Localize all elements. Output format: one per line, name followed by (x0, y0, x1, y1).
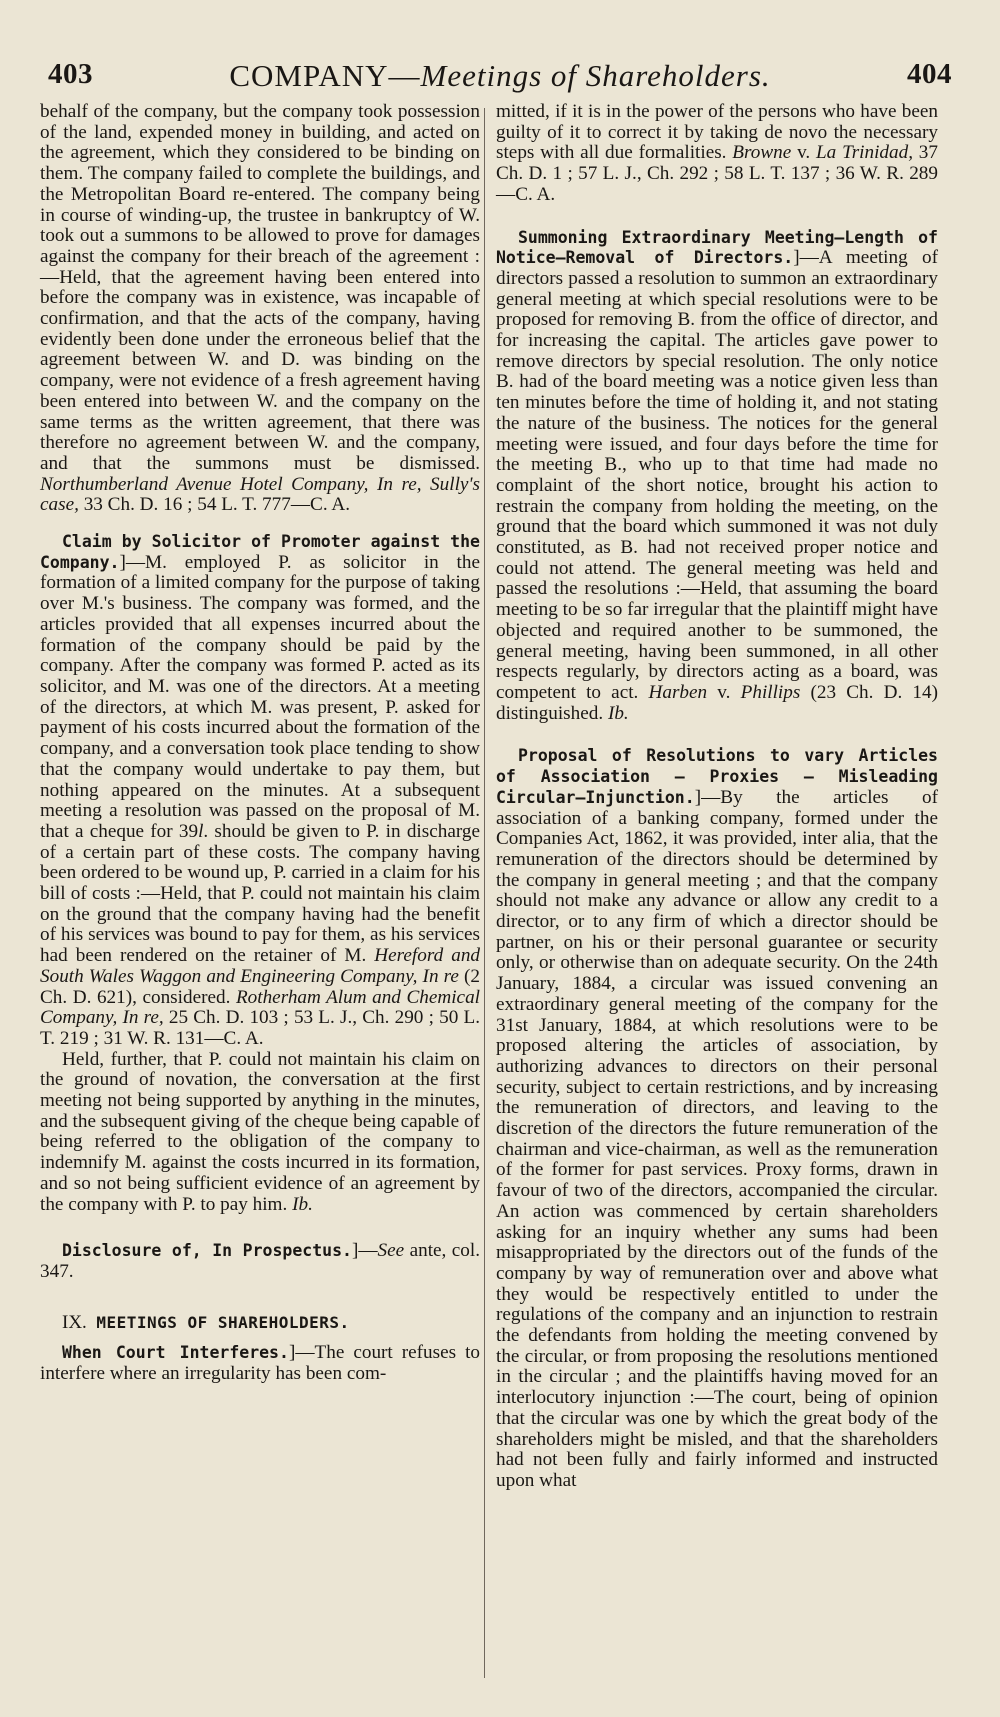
paragraph-when-court-interferes (40, 1343, 480, 1384)
section-number: IX. (62, 1311, 87, 1333)
running-title-main: COMPANY— (229, 58, 421, 93)
paragraph-sully-case (40, 102, 480, 516)
page-header (40, 58, 960, 102)
case-name: La Trinidad, (816, 142, 913, 164)
case-name: Northumberland Avenue Hotel Company, In re, Sully's case, (40, 473, 480, 516)
versus: v. (707, 681, 741, 703)
paragraph-text: behalf of the company, but the company took possession of the land, expended money in building, and acted on the agreement, which they considered to be binding on them. The company failed to complete the buildings, and the Metropolitan Board re-entered. The company being in course of winding-up, the trustee in bankruptcy of W. took out a summons to be allowed to prove for damages against the company for their breach of the agreement :—Held, that the agreement having been entered into before the company was in existence, was incapable of confirmation, and that the acts of the company, having evidently been done under the erroneous belief that the agreement between W. and D. was binding on the company, were not evidence of a fresh agreement having been entered into between W. and the company on the same terms as the written agreement, that there was therefore no agreement between W. and the company, and that the summons must be dismissed. (40, 101, 480, 474)
paragraph-text: ]— (351, 1240, 378, 1262)
paragraph-text: mitted, if it is in the power of the persons who have been guilty of it to correct it by taking de novo the necessary steps with all due formalities. (496, 101, 938, 164)
versus: v. (791, 142, 817, 164)
cross-reference: ante, col. 347. (40, 1240, 480, 1282)
paragraph-summoning-meeting (496, 228, 938, 725)
running-title-italic: Meetings of Shareholders. (420, 58, 771, 93)
paragraph-text: ]—The court refuses to interfere where an irregularity has been com- (40, 1342, 480, 1385)
right-column-number: 404 (907, 58, 952, 90)
paragraph-heading: When Court Interferes. (62, 1343, 289, 1363)
paragraph-heading: Proposal of Resolutions to vary Articles of Association — Proxies — Misleading Circular—Injunction. (496, 746, 938, 807)
case-name: Rotherham Alum and Chemical Company, In re, (40, 986, 480, 1029)
case-name: Hereford and South Wales Waggon and Engineering Company, In re (40, 945, 481, 987)
paragraph-proposal-of-resolutions (496, 746, 938, 1491)
paragraph-continued (496, 102, 938, 206)
ibid-reference: Ib. (292, 1193, 313, 1215)
paragraph-text: ]—M. employed P. as solicitor in the formation of a limited company for the purpose of taking over M.'s business. The company was formed, and the articles provided that all expenses incurred about the formation of the company should be paid by the company. After the company was formed P. acted as its solicitor, and M. was one of the directors. At a meeting of the directors, at which M. was present, P. asked for payment of his costs incurred about the formation of the company, and a conversation took place tending to show that the company would undertake to pay them, but nothing appeared on the minutes. At a subsequent meeting a resolution was passed on the proposal of M. that a cheque for 39 (40, 551, 480, 842)
paragraph-disclosure (40, 1241, 480, 1282)
case-name: Harben (648, 681, 708, 703)
paragraph-heading: Claim by Solicitor of Promoter against the Company. (40, 532, 480, 572)
ibid-reference: Ib. (607, 702, 629, 724)
citation: (23 Ch. D. 14) distinguished. (496, 681, 938, 724)
paragraph-text: . should be given to P. in discharge of a certain part of these costs. The company having been ordered to be wound up, P. carried in a claim for his bill of costs :—Held, that P. could not maintain his claim on the ground that the company having had the benefit of his services was bound to pay for them, as his services had been rendered on the retainer of M. (40, 820, 480, 967)
column-divider (484, 108, 485, 1678)
paragraph-text: ]—A meeting of directors passed a resolution to summon an extraordinary general meeting at which special resolutions were to be proposed for removing B. from the office of director, and for increasing the capital. The articles gave power to remove directors by special resolution. The only notice B. had of the board meeting was a notice given less than ten minutes before the time of holding it, and not stating the nature of the business. The notices for the general meeting were issued, and four days before the time for the meeting B., who up to that time had made no complaint of the short notice, brought his action to restrain the company from holding the meeting, on the ground that the board which summoned it was not duly constituted, as B. had not received proper notice and could not attend. The general meeting was held and passed the resolutions :—Held, that assuming the board meeting to be so far irregular that the plaintiff might have objected and required another to be summoned, the general meeting, having been summoned, in all other respects regularly, by directors acting as a board, was competent to act. (496, 247, 938, 703)
paragraph-heading: Summoning Extraordinary Meeting—Length of Notice—Removal of Directors. (496, 227, 938, 268)
see-reference: See (377, 1240, 405, 1262)
paragraph-text: Held, further, that P. could not maintain his claim on the ground of novation, the conversation at the first meeting not being supported by anything in the minutes, and the subsequent giving of the cheque being capable of being referred to the obligation of the company to indemnify M. against the costs incurred in its formation, and so not being sufficient evidence of an agreement by the company with P. to pay him. (40, 1048, 480, 1215)
section-title: MEETINGS OF SHAREHOLDERS. (96, 1312, 350, 1332)
citation: 25 Ch. D. 103 ; 53 L. J., Ch. 290 ; 50 L. T. 219 ; 31 W. R. 131—C. A. (40, 1007, 480, 1049)
case-name: Phillips (740, 681, 801, 703)
paragraph-claim-by-solicitor (40, 532, 480, 1050)
case-name: Browne (732, 142, 792, 164)
paragraph-heading: Disclosure of, In Prospectus. (62, 1241, 352, 1261)
citation: 33 Ch. D. 16 ; 54 L. T. 777—C. A. (78, 494, 351, 516)
citation: (2 Ch. D. 621), considered. (40, 965, 480, 1008)
paragraph-held-further (40, 1050, 480, 1216)
left-column (40, 102, 480, 1385)
running-title (40, 58, 960, 94)
pound-symbol: l (198, 820, 204, 842)
left-column-number: 403 (48, 58, 93, 90)
section-heading (40, 1313, 480, 1334)
right-column (496, 102, 938, 1492)
citation: 37 Ch. D. 1 ; 57 L. J., Ch. 292 ; 58 L. T. 137 ; 36 W. R. 289—C. A. (496, 142, 938, 205)
paragraph-text: ]—By the articles of association of a banking company, formed under the Companies Act, 1862, it was provided, inter alia, that the remuneration of the directors should be determined by the company in general meeting ; and that the company should not make any advance or allow any credit to a director, or to any firm of which a director should be partner, on his or their personal guarantee or security only, or otherwise than on adequate security. On the 24th January, 1884, a circular was issued convening an extraordinary general meeting of the company for the 31st January, 1884, at which resolutions were to be proposed altering the articles of association, by authorizing advances to directors on their personal security, subject to certain restrictions, and by increasing the remuneration of directors, and leaving to the discretion of the directors the future remuneration of the chairman and vice-chairman, as well as the remuneration of the former for past services. Proxy forms, drawn in favour of two of the directors, accompanied the circular. An action was commenced by certain shareholders asking for an inquiry whether any sums had been misappropriated by the directors out of the funds of the company by way of remuneration over and above what they would be respectively entitled to under the regulations of the company and an injunction to restrain the defendants from holding the meeting convened by the circular, or from proposing the resolutions mentioned in the circular ; and the plaintiffs having moved for an interlocutory injunction :—The court, being of opinion that the circular was one by which the great body of the shareholders might be misled, and that the shareholders had not been fully and fairly informed and instructed upon what (496, 786, 938, 1491)
